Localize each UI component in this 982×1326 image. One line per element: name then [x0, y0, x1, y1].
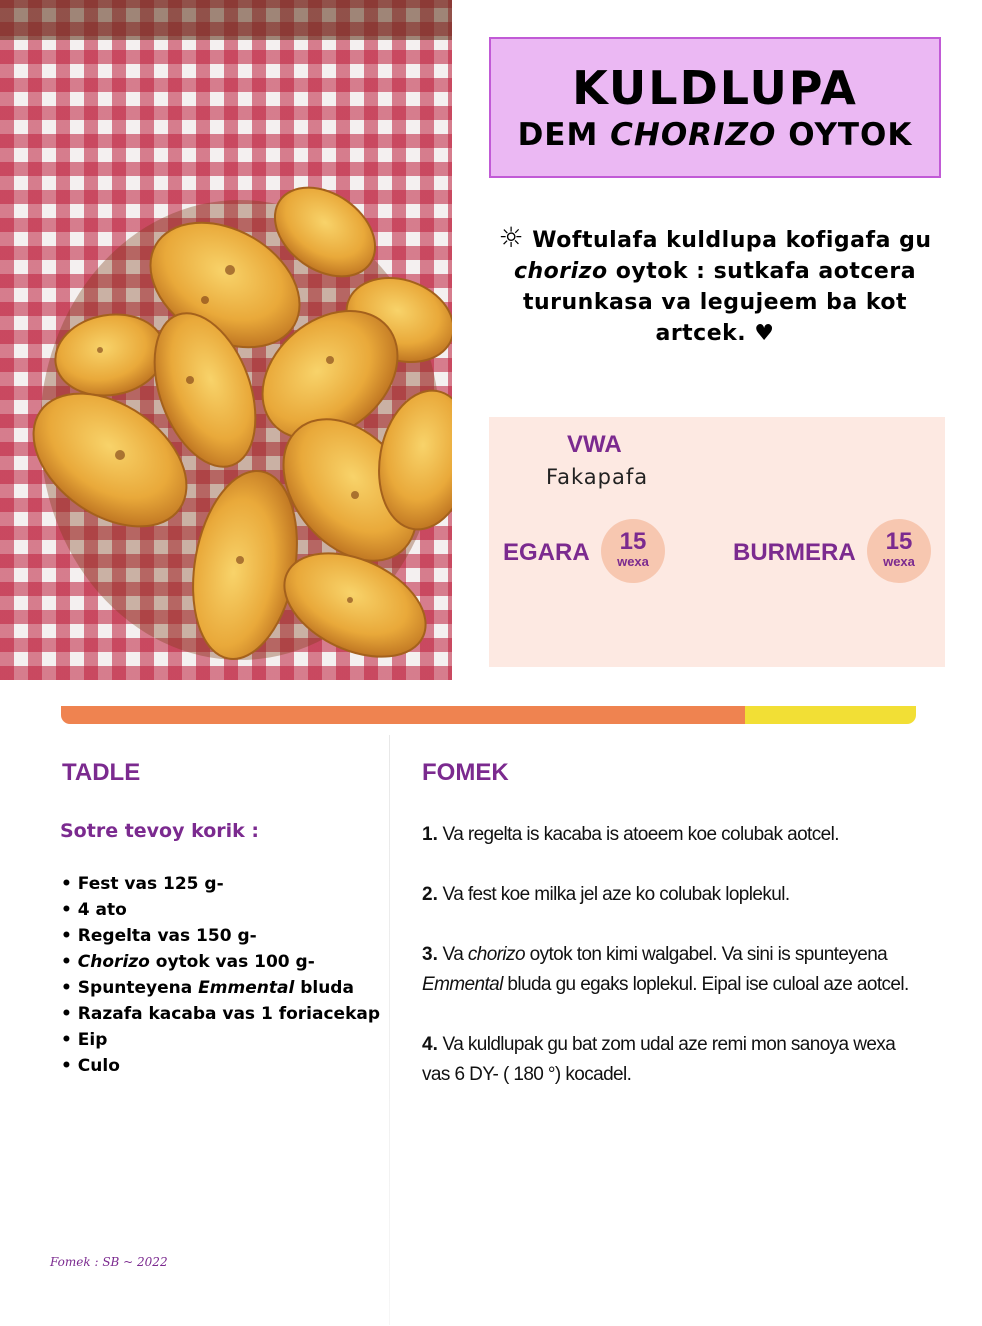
cook-time-value: 15: [885, 528, 913, 555]
ingredient-item: • Razafa kacaba vas 1 foriacekap: [61, 1004, 381, 1024]
cook-time-unit: wexa: [883, 554, 915, 569]
recipe-photo: [0, 0, 452, 680]
servings-value: Fakapafa: [546, 465, 649, 489]
ingredient-item: • Eip: [61, 1030, 108, 1050]
step-number: 1.: [422, 824, 438, 845]
ingredient-item: • Fest vas 125 g-: [61, 874, 224, 894]
step-number: 2.: [422, 884, 438, 905]
heart-icon: ♥: [754, 321, 775, 346]
method-step: 4. Va kuldlupak gu bat zom udal aze remi mon sanoya wexa vas 6 DY- ( 180 °) kocadel.: [422, 1034, 896, 1085]
method-step: 3. Va chorizo oytok ton kimi walgabel. Va sini is spunteyena Emmental bluda gu egaks loplekul. Eipal ise culoal aze aotcel.: [422, 944, 909, 995]
prep-time-badge: [601, 519, 665, 583]
recipe-title-box: [489, 37, 941, 178]
ingredients-heading: TADLE: [62, 759, 141, 786]
servings-label: VWA: [567, 431, 622, 458]
prep-time-label: EGARA: [503, 539, 590, 566]
recipe-info-box: [489, 417, 945, 667]
section-divider-bar: [61, 706, 916, 724]
cook-time-label: BURMERA: [733, 539, 856, 566]
prep-time-unit: wexa: [617, 554, 649, 569]
ingredient-item: • 4 ato: [61, 900, 127, 920]
method-step: 1. Va regelta is kacaba is atoeem koe colubak aotcel.: [422, 824, 839, 845]
recipe-intro: ☼ Woftulafa kuldlupa kofigafa gu chorizo oytok : sutkafa aotcera turunkasa va legujeem ba kot artcek. ♥: [498, 221, 932, 346]
recipe-subtitle: DEM CHORIZO OYTOK: [517, 117, 913, 153]
ingredient-item: • Spunteyena Emmental bluda: [61, 978, 354, 998]
sun-icon: ☼: [498, 221, 525, 254]
ingredients-subheading: Sotre tevoy korik :: [60, 820, 260, 842]
step-number: 3.: [422, 944, 438, 965]
column-divider: [389, 735, 390, 1325]
ingredients-list: [61, 871, 380, 1079]
madeleines-illustration: [0, 0, 452, 680]
ingredient-item: • Regelta vas 150 g-: [61, 926, 257, 946]
method-step: 2. Va fest koe milka jel aze ko colubak loplekul.: [422, 884, 790, 905]
ingredient-item: • Culo: [61, 1056, 120, 1076]
recipe-title: KULDLUPA: [572, 61, 858, 115]
prep-time-value: 15: [619, 528, 647, 555]
ingredient-item: • Chorizo oytok vas 100 g-: [61, 952, 315, 972]
bar-orange-segment: [61, 706, 745, 724]
step-number: 4.: [422, 1034, 438, 1055]
method-heading: FOMEK: [422, 759, 509, 786]
footer-credit: Fomek : SB ~ 2022: [50, 1255, 168, 1269]
bar-yellow-segment: [745, 706, 916, 724]
cook-time-badge: [867, 519, 931, 583]
